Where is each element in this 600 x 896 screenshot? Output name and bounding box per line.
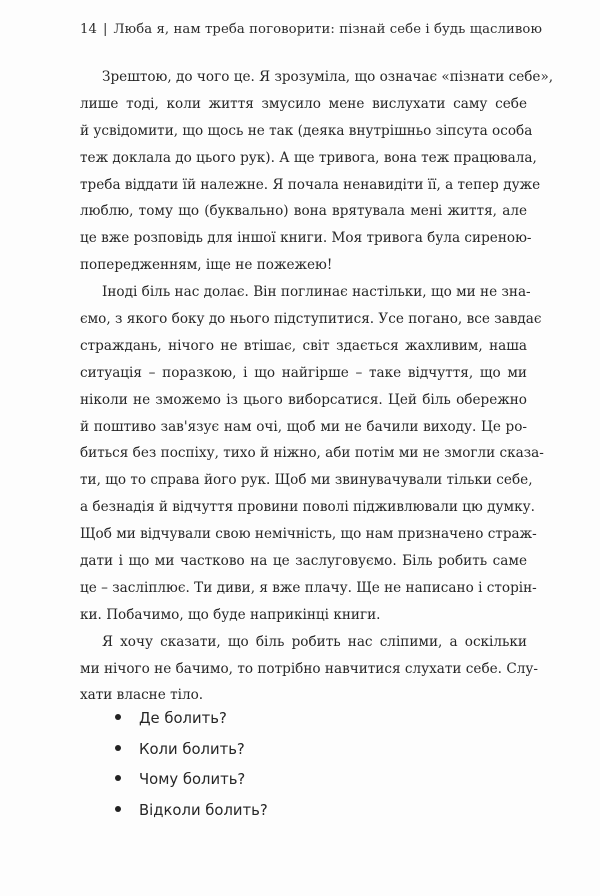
list-item-text: Чому болить?	[139, 771, 246, 788]
text-line: ки. Побачимо, що буде наприкінці книги.	[80, 606, 381, 623]
text-line: Я хочу сказати, що біль робить нас сліпими, а оскільки	[102, 633, 527, 650]
text-line: лише тоді, коли життя змусило мене вислухати саму себе	[80, 95, 527, 112]
text-line: й усвідомити, що щось не так (деяка внутрішньо зіпсута особа	[80, 122, 533, 139]
running-title: Люба я, нам треба поговорити: пізнай себе і будь щасливою	[113, 22, 543, 37]
text-line: Іноді біль нас долає. Він поглинає настільки, що ми не зна-	[102, 284, 531, 301]
text-line: Щоб ми відчували свою немічність, що нам призначено страж-	[80, 526, 537, 543]
question-list	[115, 704, 268, 826]
page-number: 14	[80, 22, 97, 37]
bullet-icon	[115, 745, 121, 751]
list-item-text: Де болить?	[139, 710, 227, 727]
text-line: теж доклала до цього рук). А ще тривога, вона теж працювала,	[80, 149, 537, 166]
text-line: ситуація – поразкою, і що найгірше – таке відчуття, що ми	[80, 364, 527, 381]
text-line: биться без поспіху, тихо й ніжно, аби потім ми не змогли сказа-	[80, 445, 544, 462]
text-line: це вже розповідь для іншої книги. Моя тривога була сиреною-	[80, 230, 532, 247]
text-line: попередженням, іще не пожежею!	[80, 257, 333, 274]
text-line: хати власне тіло.	[80, 687, 204, 704]
text-line: треба віддати їй належне. Я почала ненавидіти її, а тепер дуже	[80, 176, 541, 193]
header-separator: |	[102, 22, 108, 37]
text-line: й поштиво зав'язує нам очі, щоб ми не бачили виходу. Це ро-	[80, 418, 527, 435]
text-line: люблю, тому що (буквально) вона врятувала мені життя, але	[80, 203, 527, 220]
bullet-icon	[115, 806, 121, 812]
list-item	[115, 735, 268, 766]
text-line: дати і що ми частково на це заслуговуємо. Біль робить саме	[80, 553, 527, 570]
list-item	[115, 765, 268, 796]
list-item	[115, 796, 268, 827]
text-line: ти, що то справа його рук. Щоб ми звинувачували тільки себе,	[80, 472, 533, 489]
list-item-text: Відколи болить?	[139, 801, 268, 819]
list-item-text: Коли болить?	[139, 740, 245, 758]
bullet-icon	[115, 714, 121, 720]
text-line: а безнадія й відчуття провини поволі підживлювали цю думку.	[80, 499, 535, 516]
running-header	[80, 22, 542, 37]
text-line: ми нічого не бачимо, то потрібно навчитися слухати себе. Слу-	[80, 660, 538, 677]
bullet-icon	[115, 775, 121, 781]
body-text	[80, 64, 554, 709]
list-item	[115, 704, 268, 735]
text-line: страждань, нічого не втішає, світ здається жахливим, наша	[80, 337, 527, 354]
text-line: Зрештою, до чого це. Я зрозуміла, що означає «пізнати себе»,	[102, 69, 554, 85]
text-line: ніколи не зможемо із цього виборсатися. Цей біль обережно	[80, 391, 527, 408]
text-line: ємо, з якого боку до нього підступитися. Усе погано, все завдає	[80, 311, 542, 328]
text-line: це – засліплює. Ти диви, я вже плачу. Ще не написано і сторін-	[80, 579, 537, 596]
